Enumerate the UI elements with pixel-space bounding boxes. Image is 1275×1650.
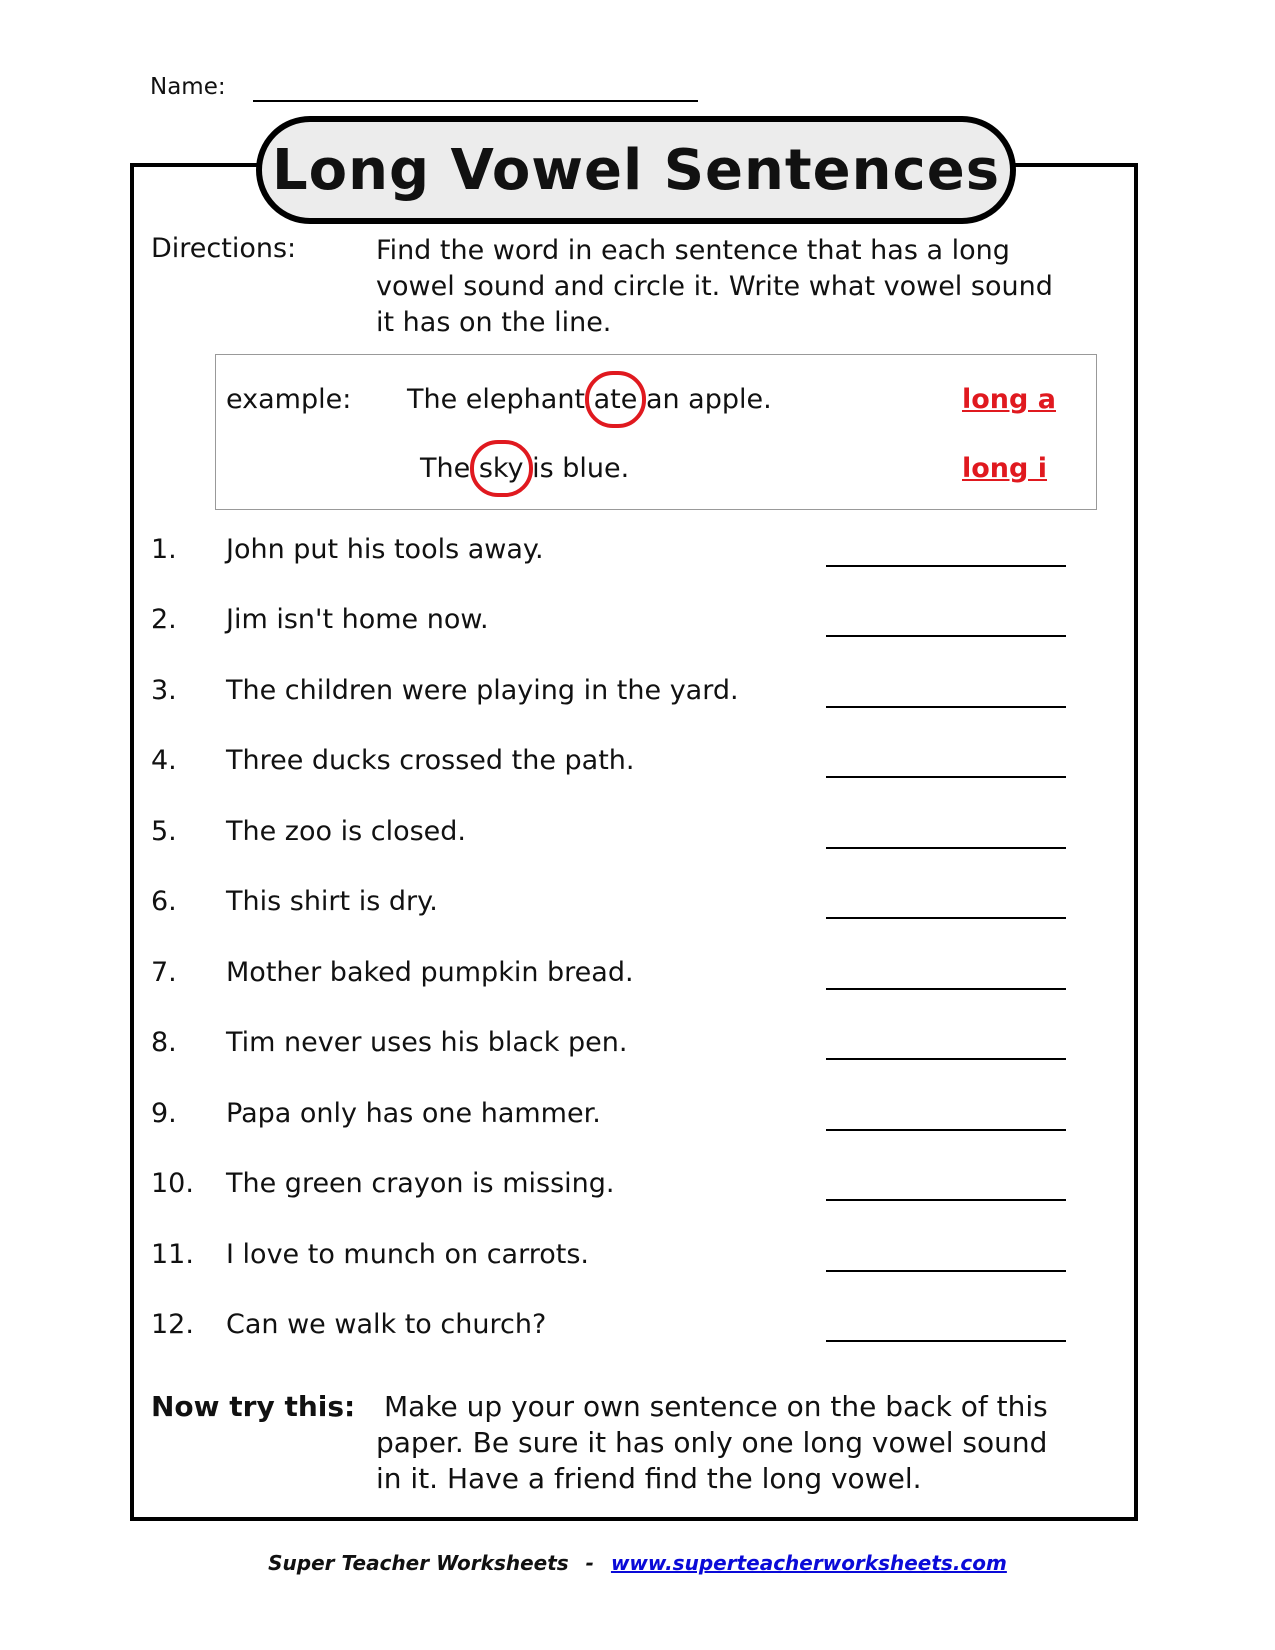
footer <box>0 1551 1275 1575</box>
question-5-answer-line[interactable] <box>826 847 1066 849</box>
question-4-number: 4. <box>151 745 177 776</box>
question-10-text: The green crayon is missing. <box>226 1168 615 1199</box>
question-8-text: Tim never uses his black pen. <box>226 1027 628 1058</box>
question-11-text: I love to munch on carrots. <box>226 1239 589 1270</box>
title-banner <box>256 116 1016 224</box>
question-11-answer-line[interactable] <box>826 1270 1066 1272</box>
question-4-answer-line[interactable] <box>826 776 1066 778</box>
question-12-text: Can we walk to church? <box>226 1309 547 1340</box>
example-1-after: an apple. <box>637 384 772 415</box>
example-1-answer: long a <box>962 384 1056 415</box>
question-12-number: 12. <box>151 1309 194 1340</box>
question-1-number: 1. <box>151 534 177 565</box>
footer-brand: Super Teacher Worksheets <box>268 1551 569 1575</box>
question-8-answer-line[interactable] <box>826 1058 1066 1060</box>
example-2-before: The <box>420 453 479 484</box>
example-1-circled-word: ate <box>593 384 638 415</box>
question-7-text: Mother baked pumpkin bread. <box>226 957 634 988</box>
question-6-answer-line[interactable] <box>826 917 1066 919</box>
example-2-circled-word: sky <box>478 453 524 484</box>
question-2-answer-line[interactable] <box>826 635 1066 637</box>
question-6-text: This shirt is dry. <box>226 886 438 917</box>
footer-url-link[interactable]: www.superteacherworksheets.com <box>610 1551 1007 1575</box>
name-label: Name: <box>150 74 226 100</box>
question-3-text: The children were playing in the yard. <box>226 675 739 706</box>
question-6-number: 6. <box>151 886 177 917</box>
question-10-number: 10. <box>151 1168 194 1199</box>
directions-label: Directions: <box>151 233 297 264</box>
question-7-answer-line[interactable] <box>826 988 1066 990</box>
question-3-answer-line[interactable] <box>826 706 1066 708</box>
try-this-line-1: Make up your own sentence on the back of this <box>384 1390 1048 1423</box>
example-1-before: The elephant <box>407 384 594 415</box>
directions-text: Find the word in each sentence that has a long vowel sound and circle it. Write what vowel sound it has on the line. <box>376 235 1053 338</box>
question-8-number: 8. <box>151 1027 177 1058</box>
question-2-text: Jim isn't home now. <box>226 604 489 635</box>
question-10-answer-line[interactable] <box>826 1199 1066 1201</box>
try-this-line-2: paper. Be sure it has only one long vowel sound <box>376 1426 1048 1459</box>
question-9-answer-line[interactable] <box>826 1129 1066 1131</box>
page-title: Long Vowel Sentences <box>271 137 1001 203</box>
question-5-text: The zoo is closed. <box>226 816 467 847</box>
example-box <box>215 354 1097 510</box>
question-3-number: 3. <box>151 675 177 706</box>
question-9-number: 9. <box>151 1098 177 1129</box>
footer-separator: - <box>585 1551 594 1575</box>
example-sentence-1 <box>407 384 772 415</box>
name-write-line[interactable] <box>253 100 698 102</box>
question-9-text: Papa only has one hammer. <box>226 1098 601 1129</box>
example-label: example: <box>226 384 352 415</box>
question-12-answer-line[interactable] <box>826 1340 1066 1342</box>
question-1-answer-line[interactable] <box>826 565 1066 567</box>
question-1-text: John put his tools away. <box>226 534 544 565</box>
example-sentence-2 <box>420 453 629 484</box>
question-11-number: 11. <box>151 1239 194 1270</box>
example-2-answer: long i <box>962 453 1048 484</box>
try-this-label: Now try this: <box>151 1390 356 1423</box>
example-2-after: is blue. <box>523 453 630 484</box>
question-2-number: 2. <box>151 604 177 635</box>
question-4-text: Three ducks crossed the path. <box>226 745 635 776</box>
try-this-line-3: in it. Have a friend find the long vowel. <box>376 1462 922 1495</box>
question-7-number: 7. <box>151 957 177 988</box>
question-5-number: 5. <box>151 816 177 847</box>
